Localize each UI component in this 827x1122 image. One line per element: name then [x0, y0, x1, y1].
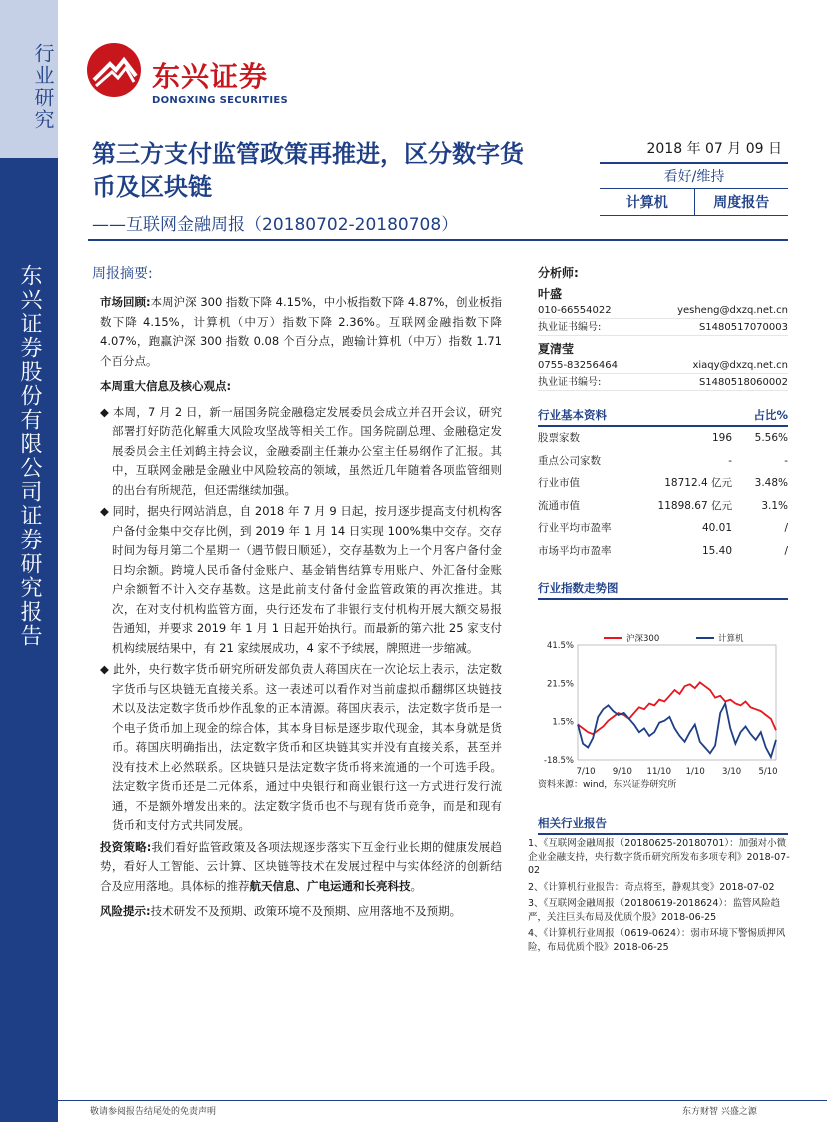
- report-title: 第三方支付监管政策再推进，区分数字货币及区块链: [92, 140, 524, 201]
- dongxing-logo-icon: [86, 42, 142, 98]
- footer-slogan: 东方财智 兴盛之源: [682, 1107, 757, 1117]
- report-subtitle: ——互联网金融周报（20180702-20180708）: [92, 215, 459, 235]
- key-point: ◆ 本周，7 月 2 日，新一届国务院金融稳定发展委员会成立并召开会议，研究部署打好防范化解重大风险攻坚战等相关工作。国务院副总理、金融稳定发展委员会主任刘鹤主持会议，金融委副主任兼办公室主任易纲作了汇报。其中，互联网金融是金融业中风险较高的领域，虽然近几年随着各项监管细则的出台有所规范，但还需继续加强。: [100, 404, 502, 497]
- company-report-label: 东兴证券股份有限公司证券研究报告: [17, 264, 42, 648]
- related-report-link[interactable]: 1、《互联网金融周报（20180625-20180701）：加强对小微企业金融支持，央行数字货币研究所发布多项专利》2018-07-02: [528, 838, 790, 876]
- analyst-contact: 0755-83256464 xiaqy@dxzq.net.cn: [538, 357, 788, 374]
- y-tick-label: 1.5%: [552, 717, 574, 728]
- x-tick-label: 9/10: [612, 767, 632, 777]
- y-tick-label: -18.5%: [543, 756, 574, 766]
- industry-data-table: [538, 427, 788, 562]
- related-reports-list: [528, 837, 790, 957]
- key-point: ◆ 此外，央行数字货币研究所研发部负责人蒋国庆在一次论坛上表示，法定数字货币与区块链无直接关系。这一表述可以看作对当前虚拟币翻绑区块链技术以及法定数字货币炒作乱象的正本清源。蒋国庆表示，法定数字货币是一个电子货币加上现金的综合体，其本身目标是逐步取代现金，其本身就是货币。蒋国庆明确指出，法定数字货币和区块链其实并没有直接关系，甚至并没有技术上必然联系。区块链只是法定数字货币将来流通的一个可选手段。法定数字货币还是二元体系，通过中央银行和商业银行这一方式进行发行流通，不是额外增发出来的。法定数字货币也不与现有货币竞争，而是和现有货币和支付方式共同发展。: [100, 662, 503, 832]
- related-report-link[interactable]: 2、《计算机行业报告：奇点将至，静观其变》2018-07-02: [528, 881, 775, 893]
- related-report-link[interactable]: 4、《计算机行业周报（0619-0624）：弱市环境下警惕质押风险，布局优质个股》2018-06-25: [528, 928, 786, 953]
- logo-en-text: DONGXING SECURITIES: [152, 95, 289, 106]
- related-report-link[interactable]: 3、《互联网金融周报（20180619-2018624）：监管风险趋严，关注巨头布局及优质个股》2018-06-25: [528, 898, 781, 923]
- index-chart-section: [538, 580, 788, 784]
- investment-strategy: 投资策略:我们看好监管政策及各项法规逐步落实下互金行业长期的健康发展趋势，看好人工智能、云计算、区块链等技术在发展过程中与实体经济的创新结合及应用落地。具体标的推荐航天信息、广电运通和长亮科技。: [100, 839, 502, 893]
- analyst-contact: 010-66554022 yesheng@dxzq.net.cn: [538, 302, 788, 319]
- legend-label: 沪深300: [626, 634, 660, 644]
- report-meta-box: [600, 136, 788, 216]
- market-review: 市场回顾:本周沪深 300 指数下降 4.15%，中小板指数下降 4.87%，创业板指数下降 4.15%，计算机（中万）指数下降 2.36%。互联网金融指数下降 4.07%，跑赢沪深 300 指数 0.08 个百分点，跑输计算机（中万）指数 1.71 个百分点。: [100, 295, 502, 368]
- summary-body: [100, 293, 502, 928]
- risk-warning: 风险提示:技术研发不及预期、政策环境不及预期、应用落地不及预期。: [100, 904, 462, 918]
- table-row: 重点公司家数 - -: [538, 454, 788, 467]
- analyst-name: 夏清莹: [538, 342, 575, 356]
- x-tick-label: 5/10: [758, 767, 778, 777]
- rating-label: 看好/维持: [600, 162, 788, 188]
- x-tick-label: 11/10: [646, 767, 672, 777]
- footer-disclaimer: 敬请参阅报告结尾处的免责声明: [90, 1107, 217, 1117]
- related-reports-heading: 相关行业报告: [538, 815, 788, 835]
- x-tick-label: 1/10: [685, 767, 705, 777]
- chart-source: 资料来源：wind，东兴证券研究所: [538, 780, 677, 790]
- y-tick-label: 41.5%: [546, 641, 574, 651]
- right-column: [538, 264, 788, 562]
- y-tick-label: 21.5%: [546, 679, 574, 690]
- header-divider: [88, 239, 788, 241]
- tag-type: 周度报告: [713, 195, 770, 211]
- table-row: 行业市值 18712.4 亿元 3.48%: [538, 477, 788, 489]
- analyst-heading: 分析师:: [538, 266, 579, 280]
- table-row: 行业平均市盈率 40.01 /: [538, 522, 788, 534]
- analyst-name: 叶盛: [538, 287, 563, 301]
- table-row: 市场平均市盈率 15.40 /: [538, 544, 788, 557]
- series-line: [578, 704, 776, 758]
- table-row: 流通市值 11898.67 亿元 3.1%: [538, 499, 788, 512]
- key-point: ◆ 同时，据央行网站消息，自 2018 年 7 月 9 日起，按月逐步提高支付机构客户备付金集中交存比例，到 2019 年 1 月 14 日实现 100%集中交存。交存时间为每月第二个星期一（遇节假日顺延），交存基数为上一个月客户备付金日均余额。跨境人民币备付金账户、基金销售结算专用账户、外汇备付金账户余额暂不计入交存基数。这是此前支付备付金监管政策的再次推进。其次，在对支付机构监管方面，央行还发布了非银行支付机构开展大额交易报告通知，并要求 2019 年 1 月 1 日起开始执行。而最新的第六批 25 家支付机构续展结果中，有 21 家续展成功，4 家不予续展，牌照进一步缩减。: [100, 504, 503, 655]
- report-category: 行业研究: [31, 43, 55, 131]
- analyst-cert: 执业证书编号: S1480517070003: [538, 319, 788, 336]
- x-tick-label: 7/10: [576, 767, 596, 777]
- table-row: 股票家数 196 5.56%: [538, 432, 788, 444]
- summary-heading: 周报摘要:: [92, 266, 153, 282]
- report-date: 2018 年 07 月 09 日: [646, 141, 782, 157]
- x-tick-label: 3/10: [722, 767, 742, 777]
- key-points-heading: 本周重大信息及核心观点:: [100, 379, 232, 393]
- tag-industry: 计算机: [600, 189, 695, 215]
- report-tags: [600, 188, 788, 216]
- analyst-cert: 执业证书编号: S1480518060002: [538, 374, 788, 391]
- footer-divider: [58, 1100, 827, 1101]
- legend-label: 计算机: [718, 634, 744, 644]
- chart-heading: 行业指数走势图: [538, 580, 788, 600]
- index-trend-chart: [538, 600, 788, 780]
- logo-cn-text: 东兴证券: [152, 60, 269, 93]
- industry-data-heading: 行业基本资料 占比%: [538, 407, 788, 427]
